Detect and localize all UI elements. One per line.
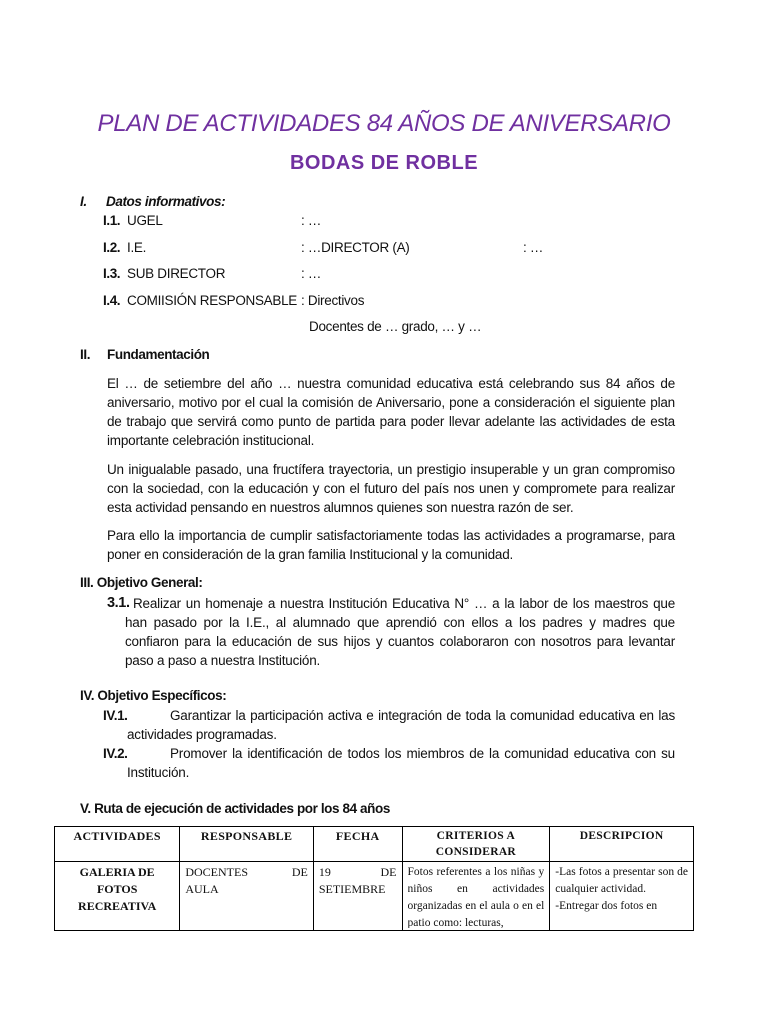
objetivo-especifico-2-number: IV.2. xyxy=(103,746,128,761)
cell-fecha-de: DE xyxy=(380,865,397,879)
section-2-heading: Fundamentación xyxy=(107,347,210,362)
objetivo-especifico-2-text: Promover la identificación de todos los miembros de la comunidad educativa con su Institución. xyxy=(127,746,675,780)
column-header-actividades: ACTIVIDADES xyxy=(55,827,180,862)
item-1-1-value: : … xyxy=(301,213,322,228)
cell-descripcion-line-2: -Entregar dos fotos en xyxy=(555,900,658,912)
cell-fecha xyxy=(313,862,402,931)
column-header-responsable: RESPONSABLE xyxy=(180,827,314,862)
cell-criterios xyxy=(402,862,550,931)
item-1-3-number: I.3. xyxy=(103,266,121,281)
item-1-2-extra: : … xyxy=(523,240,544,255)
section-2-number: II. xyxy=(80,347,91,362)
cell-fecha-month: SETIEMBRE xyxy=(318,882,386,896)
cell-descripcion-line-1: -Las fotos a presentar son de cualquier actividad. xyxy=(555,866,688,895)
column-header-fecha: FECHA xyxy=(313,827,402,862)
table-row xyxy=(55,862,694,931)
cell-criterios-text: Fotos referentes a los niñas y niños en actividades organizadas en el aula o en el patio como: lecturas, xyxy=(407,866,545,928)
fundamentacion-paragraph-2: Un inigualable pasado, una fructífera trayectoria, un prestigio insuperable y un gran compromiso con la sociedad, con la educación y con el futuro del país nos unen y compromete para realizar esta actividad pensando en nuestros alumnos quienes son nuestra razón de ser. xyxy=(107,462,675,515)
activities-table xyxy=(54,826,694,931)
cell-actividad xyxy=(55,862,180,931)
item-1-4-extra-line: Docentes de … grado, … y … xyxy=(309,319,482,334)
section-4-heading: IV. Objetivo Específicos: xyxy=(80,688,227,703)
cell-actividad-text: GALERIA DE FOTOS RECREATIVA xyxy=(78,865,157,913)
item-1-3-value: : … xyxy=(301,266,322,281)
objetivo-especifico-1-text: Garantizar la participación activa e integración de toda la comunidad educativa en las actividades programadas. xyxy=(127,708,675,742)
column-header-descripcion: DESCRIPCION xyxy=(550,827,694,862)
cell-responsable-word-2: DE xyxy=(291,865,308,879)
objetivo-general-text: Realizar un homenaje a nuestra Institución Educativa N° … a la labor de los maestros que han pasado por la I.E., al alumnado que aprendió con ellos a los padres y madres que confiaron para la educación de sus hijos y cuantos colaboraron con nosotros para levantar paso a paso a nuestra Institución. xyxy=(125,596,675,668)
item-1-2-number: I.2. xyxy=(103,240,121,255)
item-1-1-label: UGEL xyxy=(127,213,163,228)
item-1-4-value: : Directivos xyxy=(301,293,365,308)
item-1-4-number: I.4. xyxy=(103,293,121,308)
objetivo-general-number: 3.1. xyxy=(107,595,130,611)
item-1-2-label: I.E. xyxy=(127,240,147,255)
cell-fecha-day: 19 xyxy=(318,865,331,879)
cell-descripcion xyxy=(550,862,694,931)
fundamentacion-paragraph-1: El … de setiembre del año … nuestra comunidad educativa está celebrando sus 84 años de aniversario, motivo por el cual la comisión de Aniversario, pone a consideración el siguiente plan de trabajo que servirá como punto de partida para poder llevar adelante las actividades de esta importante celebración institucional. xyxy=(107,376,675,448)
item-1-2-value: : …DIRECTOR (A) xyxy=(301,240,410,255)
section-1-number: I. xyxy=(80,194,87,209)
item-1-1-number: I.1. xyxy=(103,213,121,228)
section-5-heading: V. Ruta de ejecución de actividades por los 84 años xyxy=(80,801,390,816)
item-1-4-label: COMIISIÓN RESPONSABLE xyxy=(127,293,297,308)
item-1-3-label: SUB DIRECTOR xyxy=(127,266,226,281)
fundamentacion-paragraph-3: Para ello la importancia de cumplir satisfactoriamente todas las actividades a programarse, para poner en consideración de la gran familia Institucional y la comunidad. xyxy=(107,528,675,562)
section-1-heading: Datos informativos: xyxy=(106,194,226,209)
section-3-heading: III. Objetivo General: xyxy=(80,575,203,590)
document-subtitle: BODAS DE ROBLE xyxy=(289,152,479,174)
cell-responsable-word-3: AULA xyxy=(185,882,219,896)
objetivo-especifico-1-number: IV.1. xyxy=(103,708,128,723)
document-title: PLAN DE ACTIVIDADES 84 AÑOS DE ANIVERSARIO xyxy=(97,110,671,137)
cell-responsable-word-1: DOCENTES xyxy=(185,865,249,879)
column-header-criterios: CRITERIOS A CONSIDERAR xyxy=(402,827,550,862)
table-header-row xyxy=(55,827,694,862)
cell-responsable xyxy=(180,862,314,931)
